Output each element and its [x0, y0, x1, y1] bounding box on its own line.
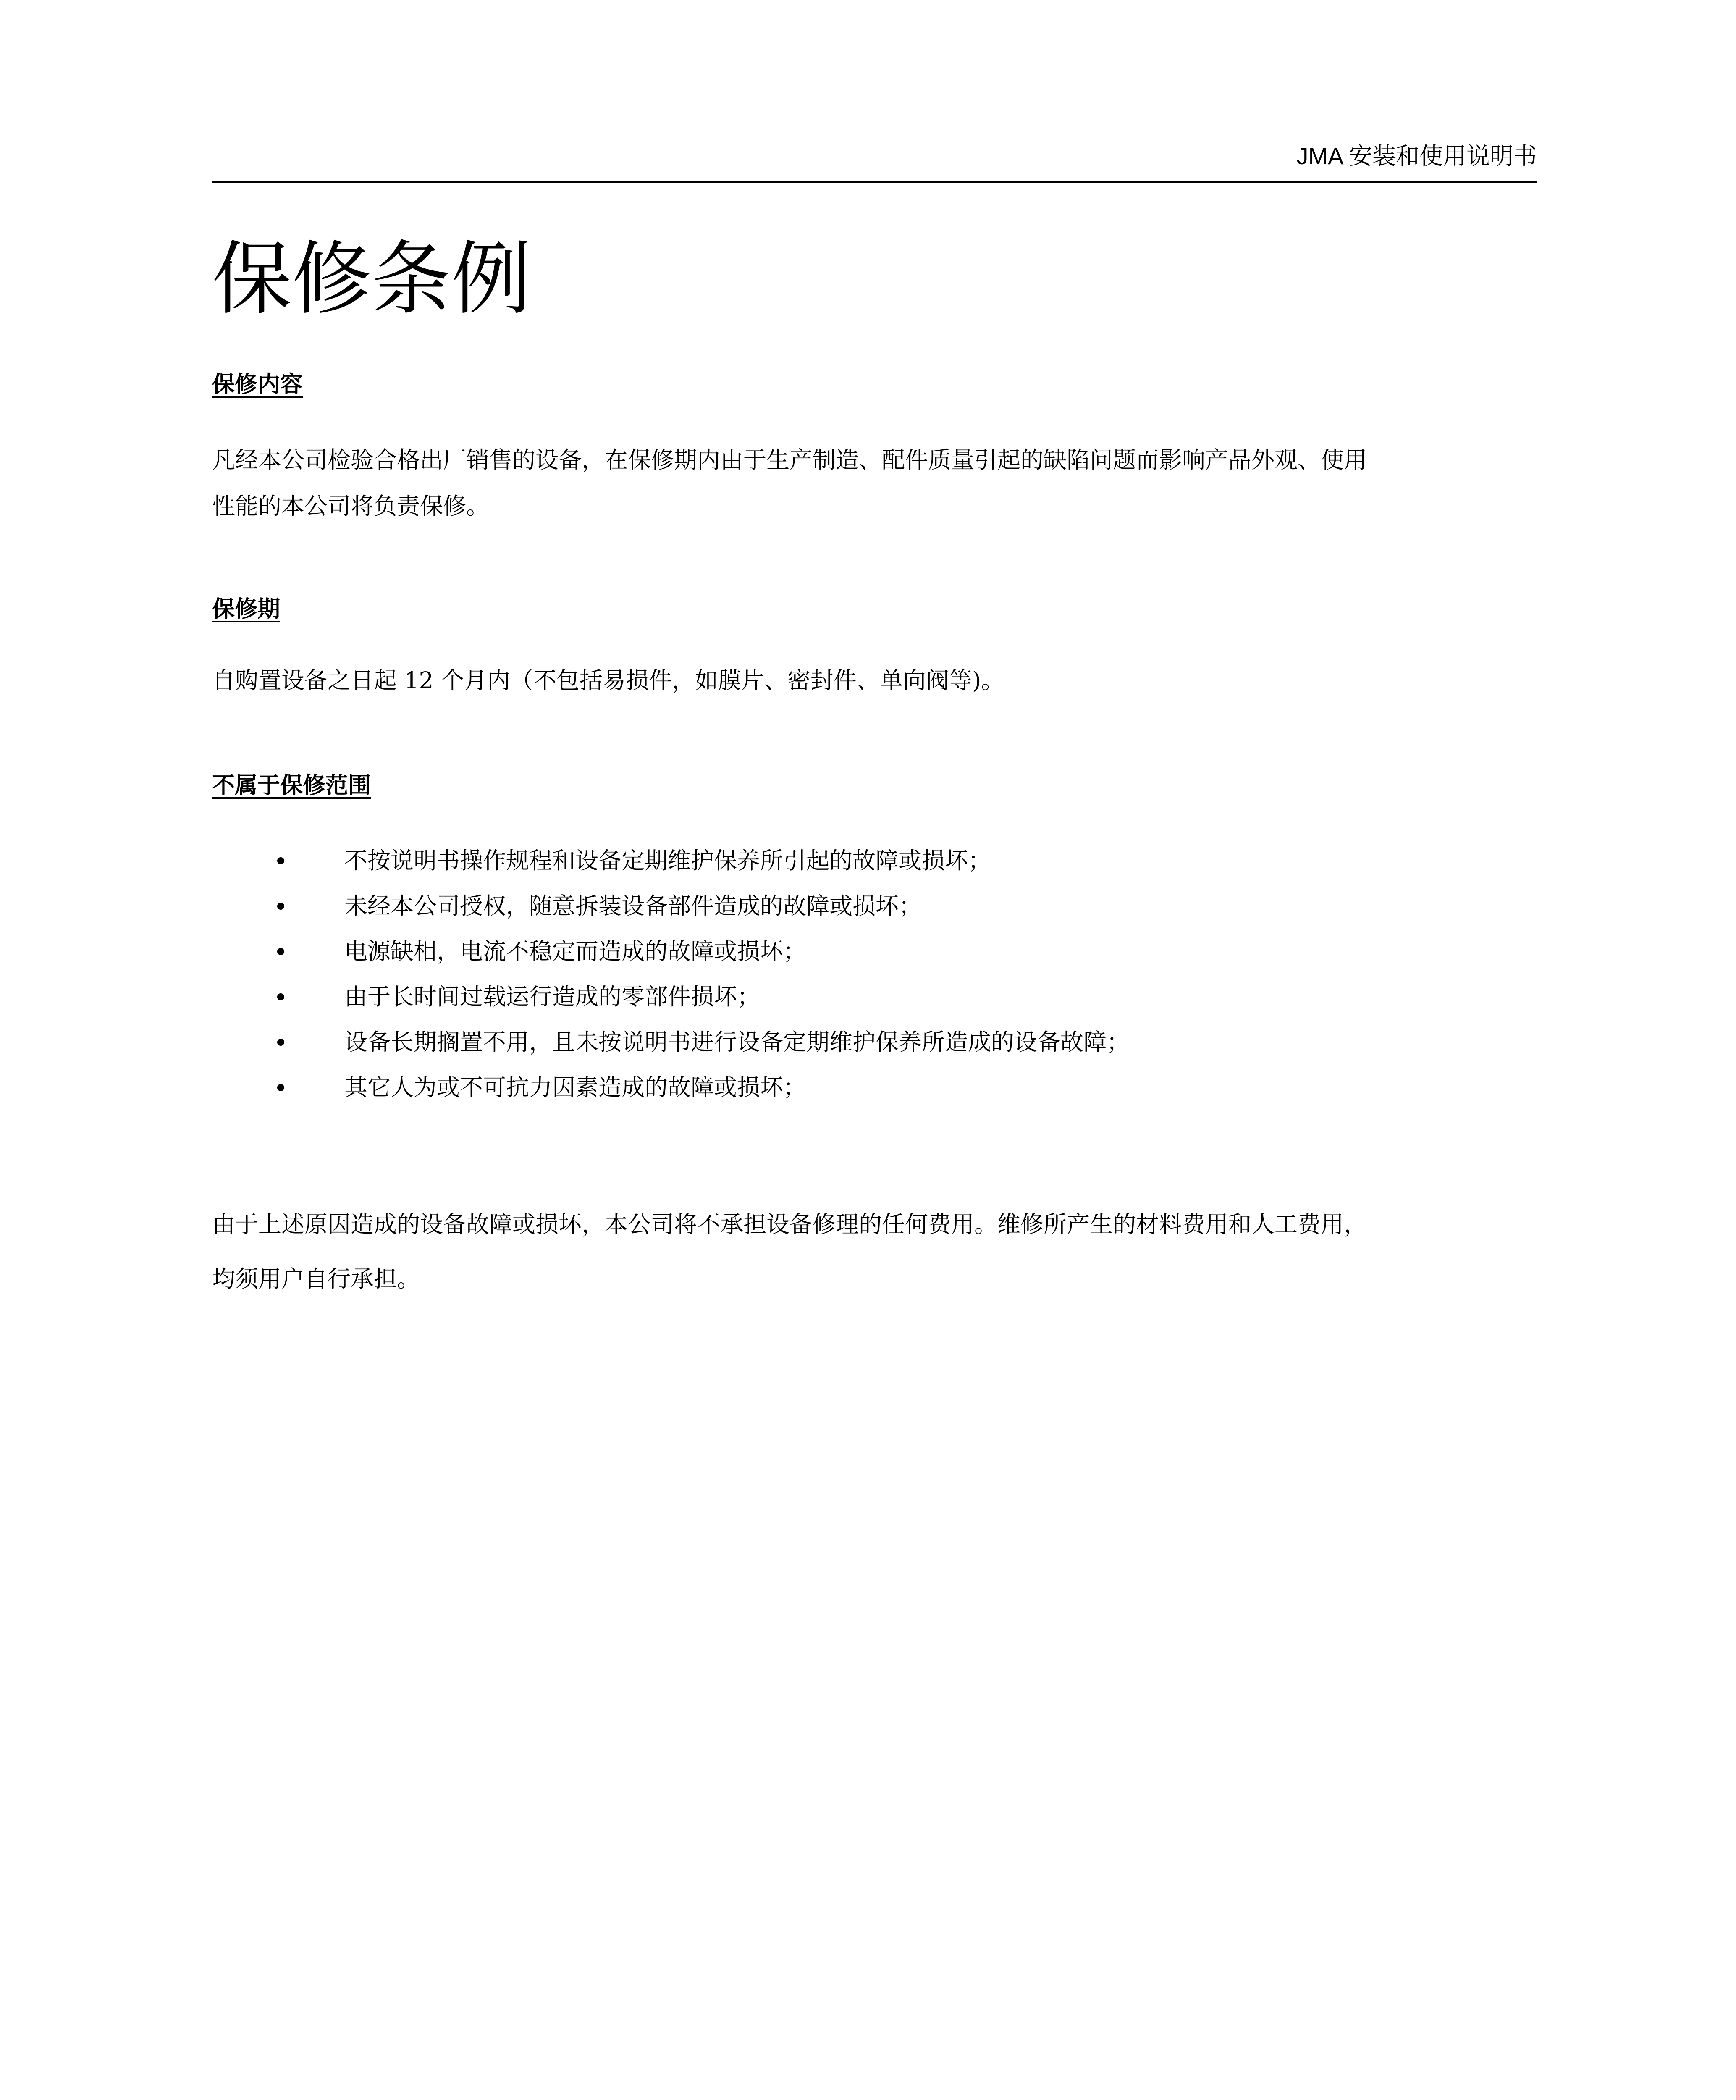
coverage-paragraph	[212, 437, 1539, 529]
liability-paragraph	[212, 1197, 1539, 1306]
section-heading-exclusions: 不属于保修范围	[212, 772, 371, 798]
section-heading-period: 保修期	[212, 596, 280, 622]
list-item-text: 设备长期搁置不用，且未按说明书进行设备定期维护保养所造成的设备故障；	[344, 1029, 1130, 1055]
header-divider	[212, 181, 1537, 183]
coverage-line: 凡经本公司检验合格出厂销售的设备，在保修期内由于生产制造、配件质量引起的缺陷问题而影响产品外观、使用	[212, 446, 1367, 473]
coverage-line: 性能的本公司将负责保修。	[212, 493, 490, 520]
liability-line: 由于上述原因造成的设备故障或损坏，本公司将不承担设备修理的任何费用。维修所产生的材料费用和人工费用，	[212, 1211, 1367, 1238]
running-header: JMA 安装和使用说明书	[1296, 143, 1537, 169]
list-item-text: 由于长时间过载运行造成的零部件损坏；	[344, 983, 760, 1010]
bullet-icon	[277, 1039, 284, 1046]
list-item-text: 不按说明书操作规程和设备定期维护保养所引起的故障或损坏；	[344, 847, 991, 874]
list-item-text: 其它人为或不可抗力因素造成的故障或损坏；	[344, 1074, 807, 1101]
list-item-text: 未经本公司授权，随意拆装设备部件造成的故障或损坏；	[344, 892, 922, 919]
bullet-icon	[277, 993, 284, 1000]
list-item-text: 电源缺相，电流不稳定而造成的故障或损坏；	[344, 938, 807, 965]
liability-line: 均须用户自行承担。	[212, 1265, 420, 1292]
page-title: 保修条例	[212, 233, 532, 326]
bullet-icon	[277, 948, 284, 955]
bullet-icon	[277, 1084, 284, 1091]
period-paragraph: 自购置设备之日起 12 个月内（不包括易损件，如膜片、密封件、单向阀等)。	[212, 667, 1004, 694]
bullet-icon	[277, 857, 284, 864]
bullet-icon	[277, 903, 284, 910]
section-heading-coverage: 保修内容	[212, 371, 303, 397]
